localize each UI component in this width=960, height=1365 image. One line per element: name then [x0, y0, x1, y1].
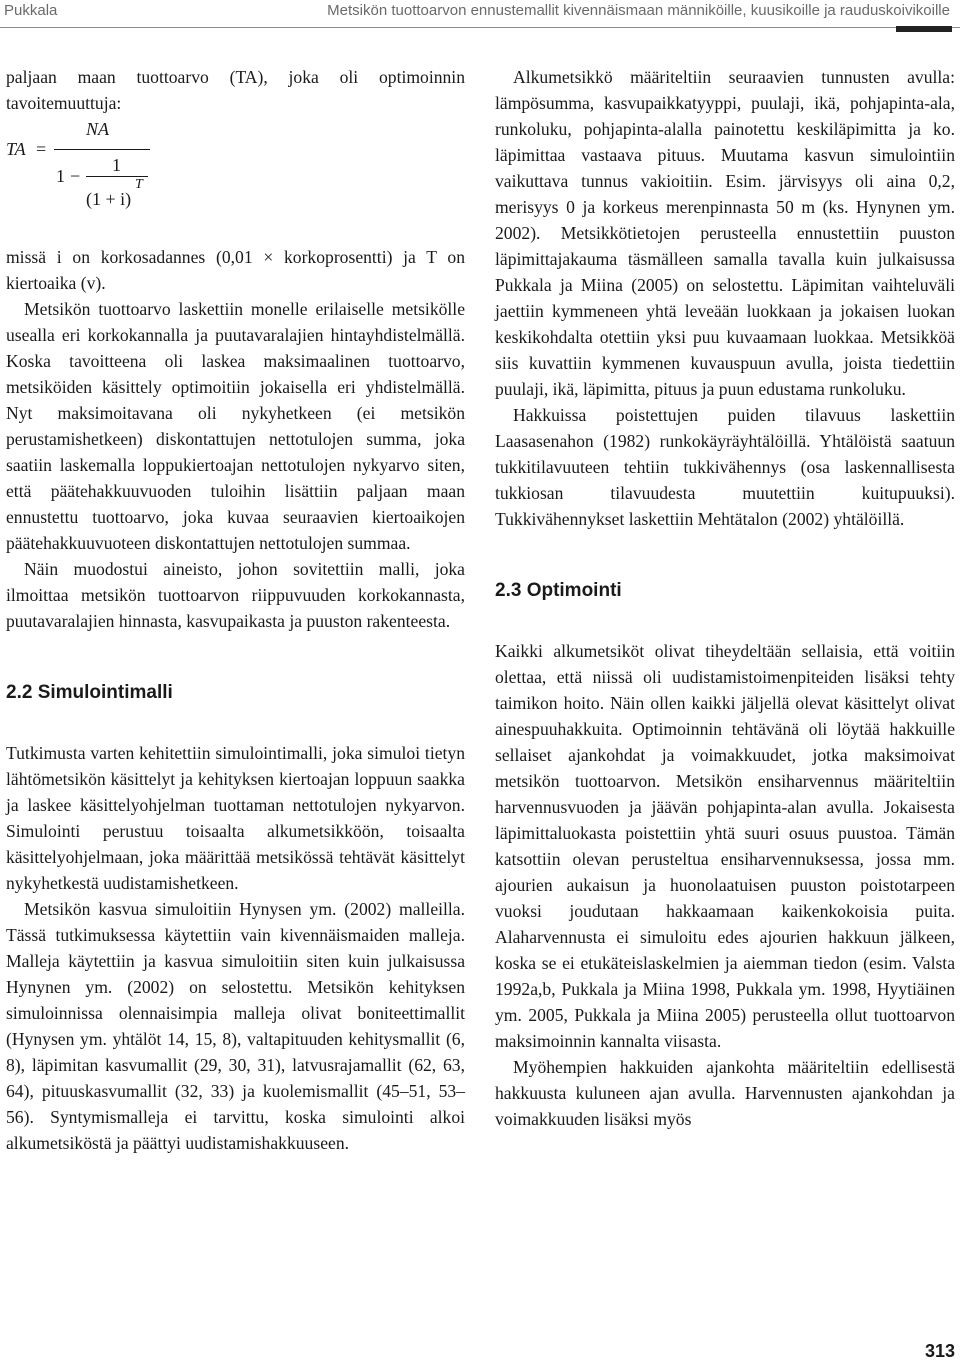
paragraph: Kaikki alkumetsiköt olivat tiheydeltään sellaisia, että voitiin olettaa, että niissä oli uudistamistoimenpiteiden lisäksi tehty taimikon hoito. Näin ollen kaikki jäljellä olevat käsittelyt olivat ainespuuhakkuita. Optimoinnin tehtävänä oli löytää hakkuille sellaiset ajankohdat ja voimakkuudet, jotka maksimoivat metsikön tuottoarvon. Metsikön ensiharvennus määriteltiin harvennusvuoden ja jäävän pohjapinta-alan avulla. Jokaisesta läpimittaluokasta poistettiin yhtä suuri osuus puustoa. Tämän katsottiin olevan perusteltua ensiharvennuksessa, jossa mm. ajourien aukaisun ja huonolaatuisen puuston poistotarpeen vuoksi joudutaan hakkaamaan kaikenkokoisia puita. Alaharvennusta ei simuloitu edes ajourien hakkuun jälkeen, koska se ei etukäteislaskelmien ja aiemman tiedon (esim. Valsta 1992a,b, Pukkala ja Miina 1998, Pukkala ym. 1998, Hyytiäinen ym. 2005, Pukkala ja Miina 2005) perusteella ollut tuottoarvon maksimoinnin kannalta viisasta.	[495, 641, 955, 1051]
paragraph: Hakkuissa poistettujen puiden tilavuus laskettiin Laasasenahon (1982) runkokäyräyhtälöillä. Yhtälöistä saatuun tukkitilavuuteen tehtiin tukkivähennys (osa laskennallisesta tukkiosan tilavuudesta muutettiin kuitupuuksi). Tukkivähennykset laskettiin Mehtätalon (2002) yhtälöillä.	[495, 405, 955, 529]
paragraph: Metsikön kasvua simuloitiin Hynysen ym. (2002) malleilla. Tässä tutkimuksessa käytettiin vain kivennäismaiden malleja. Malleja käytettiin ja kasvua simuloitiin siten kuin julkaisussa Hynynen ym. (2002) on selostettu. Metsikön kehityksen simuloinnissa olennaisimpia malleja olivat boniteettimallit (Hynysen ym. yhtälöt 14, 15, 8), valtapituuden kehitysmallit (6, 8), läpimitan kasvumallit (29, 30, 31), latvusrajamallit (62, 63, 64), pituuskasvumallit (32, 33) ja kuolemismallit (45–51, 53–56). Syntymismalleja ei tarvittu, koska simulointi alkoi alkumetsiköstä ja päättyi uudistamishakkuuseen.	[6, 899, 465, 1153]
equation-lhs: TA	[6, 139, 26, 159]
section-heading: 2.3 Optimointi	[495, 580, 622, 601]
paragraph: Tutkimusta varten kehitettiin simulointimalli, joka simuloi tietyn lähtömetsikön käsittelyt ja kehityksen kiertoajan loppuun saakka ja laskee käsittelyohjelman tuottaman nettotulojen nykyarvon. Simulointi perustuu toisaalta alkumetsikköön, toisaalta käsittelyohjelmaan, joka määrittää metsikössä tehtävät käsittelyt nykyhetkestä uudistamishetkeen.	[6, 743, 465, 893]
section-heading: 2.2 Simulointimalli	[6, 682, 173, 703]
paragraph: missä i on korkosadannes (0,01 × korkoprosentti) ja T on kiertoaika (v).	[6, 247, 465, 293]
page-number: 313	[924, 1341, 955, 1361]
header-rule	[0, 27, 960, 28]
left-column	[6, 64, 465, 1156]
equation-inner-numerator: 1	[112, 155, 121, 175]
paragraph: Myöhempien hakkuiden ajankohta määriteltiin edellisestä hakkuusta kuluneen ajan avulla. Harvennusten ajankohdan ja voimakkuuden lisäksi myös	[495, 1057, 955, 1129]
fraction-bar	[54, 149, 150, 150]
equation-minus: −	[70, 166, 81, 186]
equation-ta	[6, 116, 465, 244]
paragraph: Alkumetsikkö määriteltiin seuraavien tunnusten avulla: lämpösumma, kasvupaikkatyyppi, puulaji, ikä, pohjapinta-ala, runkoluku, pohjapinta-alalla painotettu keskiläpimitta ja ko. läpimittaa vastaava pituus. Muutama kasvun simulointiin vaikuttava tunnus vakioitiin. Esim. järvisyys oli aina 0,2, merisyys 0 ja korkeus merenpinnasta 50 m (ks. Hynynen ym. 2002). Metsikkötietojen perusteella ennustettiin puuston läpimittajakauma täsmälleen samalla tavalla kuin julkaisussa Pukkala ja Miina (2005) on selostettu. Läpimitan vaihteluväli jaettiin kymmeneen yhtä leveään luokkaan ja jokaisen luokan keskikohdalta otettiin yksi puu kuvaamaan luokkaa. Metsikköä siis kuvattiin kymmenen kuvauspuun avulla, joista tiedettiin puulaji, ikä, läpimitta, pituus ja puun edustama runkoluku.	[495, 67, 955, 399]
equation-numerator: NA	[86, 119, 110, 139]
equation-one: 1	[56, 166, 65, 186]
running-header	[0, 0, 960, 40]
paragraph: paljaan maan tuottoarvo (TA), joka oli optimoinnin tavoitemuuttuja:	[6, 67, 465, 113]
equation-inner-denominator: (1 + i)	[86, 189, 132, 209]
paragraph: Näin muodostui aineisto, johon sovitettiin malli, joka ilmoittaa metsikön tuottoarvon riippuvuuden korkokannasta, puutavaralajien hinnasta, kasvupaikasta ja puuston rakenteesta.	[6, 559, 465, 631]
equation-exponent: T	[135, 177, 143, 192]
header-title: Metsikön tuottoarvon ennustemallit kivennäismaan männiköille, kuusikoille ja rauduskoivikoille	[327, 2, 950, 19]
right-column	[495, 64, 955, 1132]
paragraph: Metsikön tuottoarvo laskettiin monelle erilaiselle metsikölle usealla eri korkokannalla ja puutavaralajien hintayhdistelmällä. Koska tavoitteena oli laskea maksimaalinen tuottoarvo, metsiköiden käsittely optimoitiin jokaisella eri yhdistelmällä. Nyt maksimoitavana oli nykyhetkeen (ei metsikön perustamishetkeen) diskontattujen nettotulojen summa, joka saatiin laskemalla loppukiertoajan nettotulojen nykyarvo siten, että päätehakkuuvuoden tuloihin lisättiin paljaan maan ennustettu tuottoarvo, joka kuvaa seuraavien kiertoaikojen päätehakkuuvuoteen diskontattujen nettotulojen summaa.	[6, 299, 465, 553]
header-bar	[896, 26, 952, 32]
equation-equals: =	[36, 139, 47, 159]
header-author: Pukkala	[4, 2, 58, 19]
